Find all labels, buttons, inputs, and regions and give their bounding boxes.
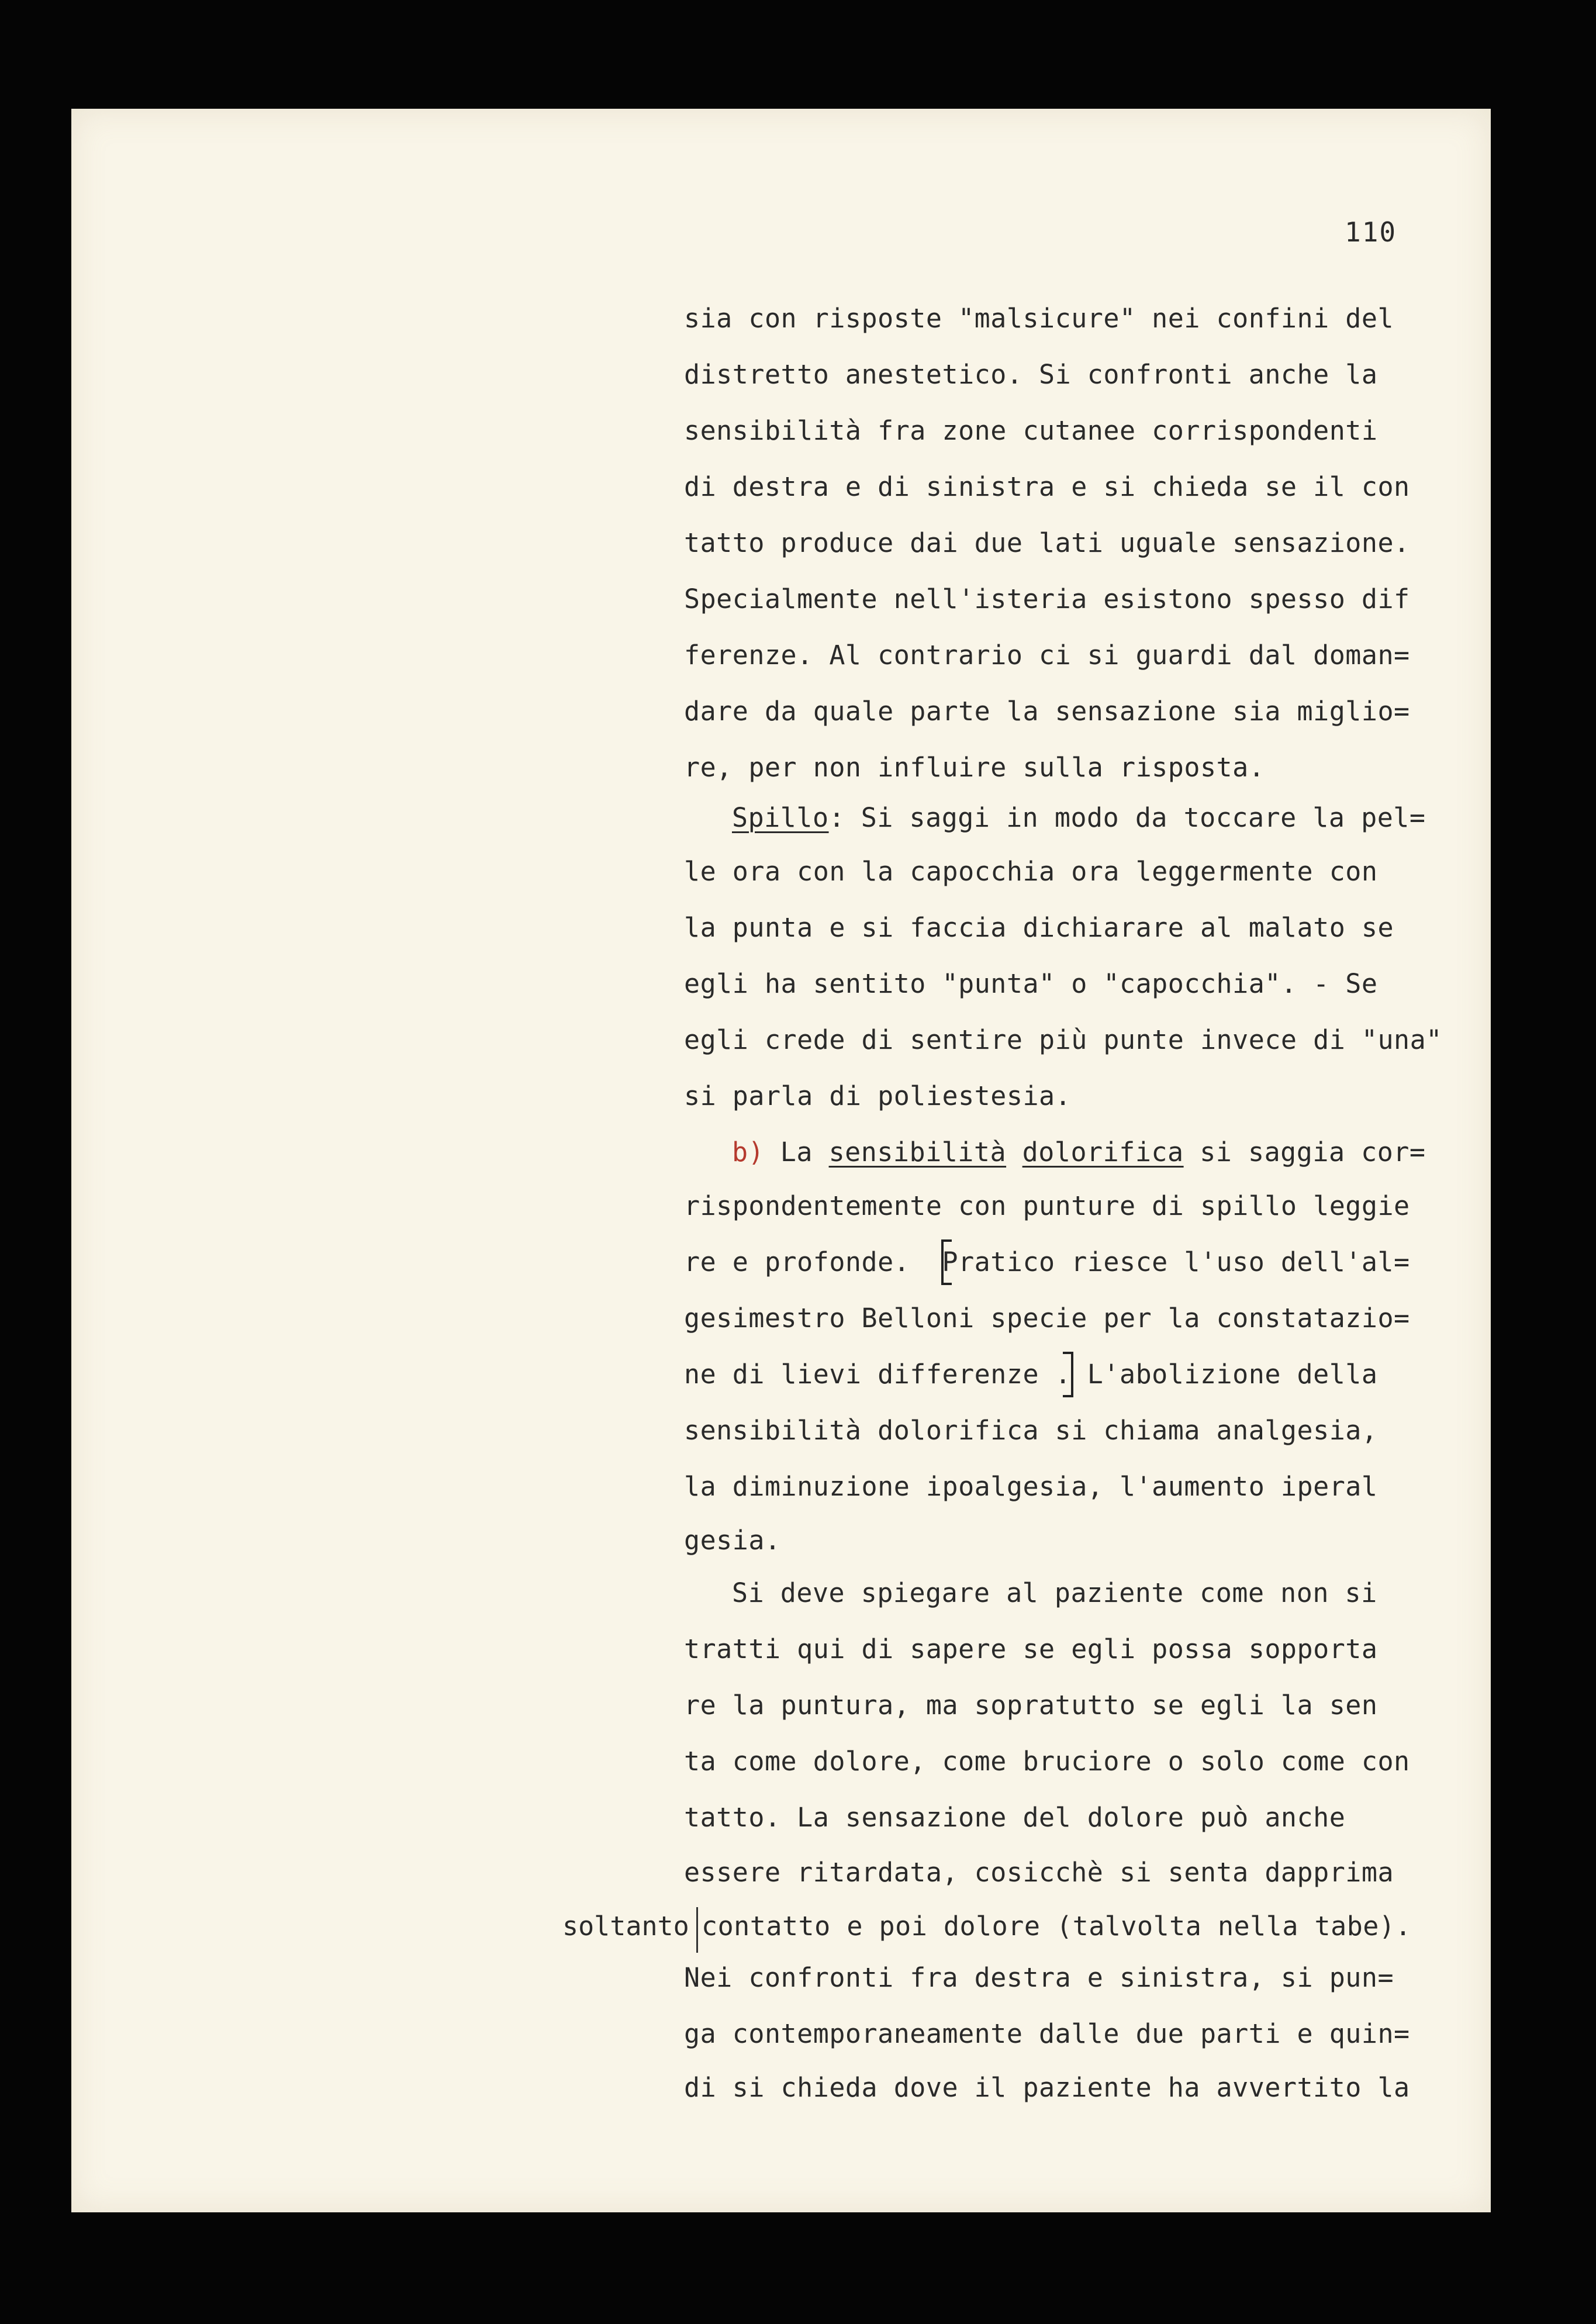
insertion-mark bbox=[696, 1907, 698, 1953]
text-line: Nei confronti fra destra e sinistra, si pun= bbox=[684, 1962, 1394, 1993]
text-fragment: La bbox=[764, 1137, 829, 1168]
margin-insertion-note: soltanto bbox=[562, 1911, 689, 1942]
text-line: ne di lievi differenze . L'abolizione della bbox=[684, 1359, 1378, 1390]
section-marker: b) bbox=[732, 1137, 765, 1168]
text-line: rispondentemente con punture di spillo leggie bbox=[684, 1190, 1410, 1221]
text-line: re e profonde. Pratico riesce l'uso dell'al= bbox=[684, 1246, 1410, 1277]
text-line: di si chieda dove il paziente ha avvertito la bbox=[684, 2072, 1410, 2103]
text-line: tratti qui di sapere se egli possa sopporta bbox=[684, 1634, 1378, 1665]
spillo-heading: Spillo bbox=[732, 802, 829, 833]
text-line: ga contemporaneamente dalle due parti e quin= bbox=[684, 2018, 1410, 2049]
text-line: ta come dolore, come bruciore o solo come con bbox=[684, 1746, 1410, 1777]
page-number: 110 bbox=[1345, 216, 1397, 248]
text-line: egli crede di sentire più punte invece di "una" bbox=[684, 1024, 1442, 1055]
text-line: tatto produce dai due lati uguale sensazione. bbox=[684, 527, 1410, 558]
text-line: essere ritardata, cosicchè si senta dapprima bbox=[684, 1857, 1394, 1888]
text-fragment: si saggia cor= bbox=[1183, 1137, 1426, 1168]
text-line: la diminuzione ipoalgesia, l'aumento iperal bbox=[684, 1471, 1378, 1502]
text-line: ferenze. Al contrario ci si guardi dal doman= bbox=[684, 640, 1410, 671]
underlined-term: sensibilità bbox=[828, 1137, 1007, 1168]
text-line bbox=[732, 803, 1425, 833]
text-line: sia con risposte "malsicure" nei confini del bbox=[684, 303, 1394, 334]
text-line: Si deve spiegare al paziente come non si bbox=[732, 1577, 1377, 1608]
text-line: re la puntura, ma sopratutto se egli la sen bbox=[684, 1690, 1378, 1721]
text-line: tatto. La sensazione del dolore può anche bbox=[684, 1802, 1346, 1833]
handwritten-bracket-open bbox=[941, 1239, 952, 1285]
text-line: le ora con la capocchia ora leggermente con bbox=[684, 856, 1378, 887]
text-line: Specialmente nell'isteria esistono spesso dif bbox=[684, 583, 1410, 614]
text-line: gesia. bbox=[684, 1525, 781, 1556]
underlined-term: dolorifica bbox=[1022, 1137, 1184, 1168]
text-line: dare da quale parte la sensazione sia miglio= bbox=[684, 696, 1410, 727]
text-line: sensibilità dolorifica si chiama analgesia, bbox=[684, 1415, 1378, 1446]
text-fragment: : Si saggi in modo da toccare la pel= bbox=[828, 802, 1426, 833]
text-line: contatto e poi dolore (talvolta nella tabe). bbox=[702, 1911, 1412, 1942]
handwritten-bracket-close bbox=[1063, 1352, 1073, 1397]
text-line: gesimestro Belloni specie per la constatazio= bbox=[684, 1303, 1410, 1334]
text-line: si parla di poliestesia. bbox=[684, 1080, 1072, 1111]
text-line bbox=[732, 1138, 1426, 1167]
text-line: sensibilità fra zone cutanee corrispondenti bbox=[684, 415, 1378, 446]
text-line: la punta e si faccia dichiarare al malato se bbox=[684, 912, 1394, 943]
text-line: re, per non influire sulla risposta. bbox=[684, 752, 1265, 783]
text-fragment bbox=[1006, 1137, 1022, 1168]
text-line: egli ha sentito "punta" o "capocchia". - Se bbox=[684, 968, 1378, 999]
text-line: di destra e di sinistra e si chieda se il con bbox=[684, 471, 1410, 502]
text-line: distretto anestetico. Si confronti anche la bbox=[684, 359, 1378, 390]
